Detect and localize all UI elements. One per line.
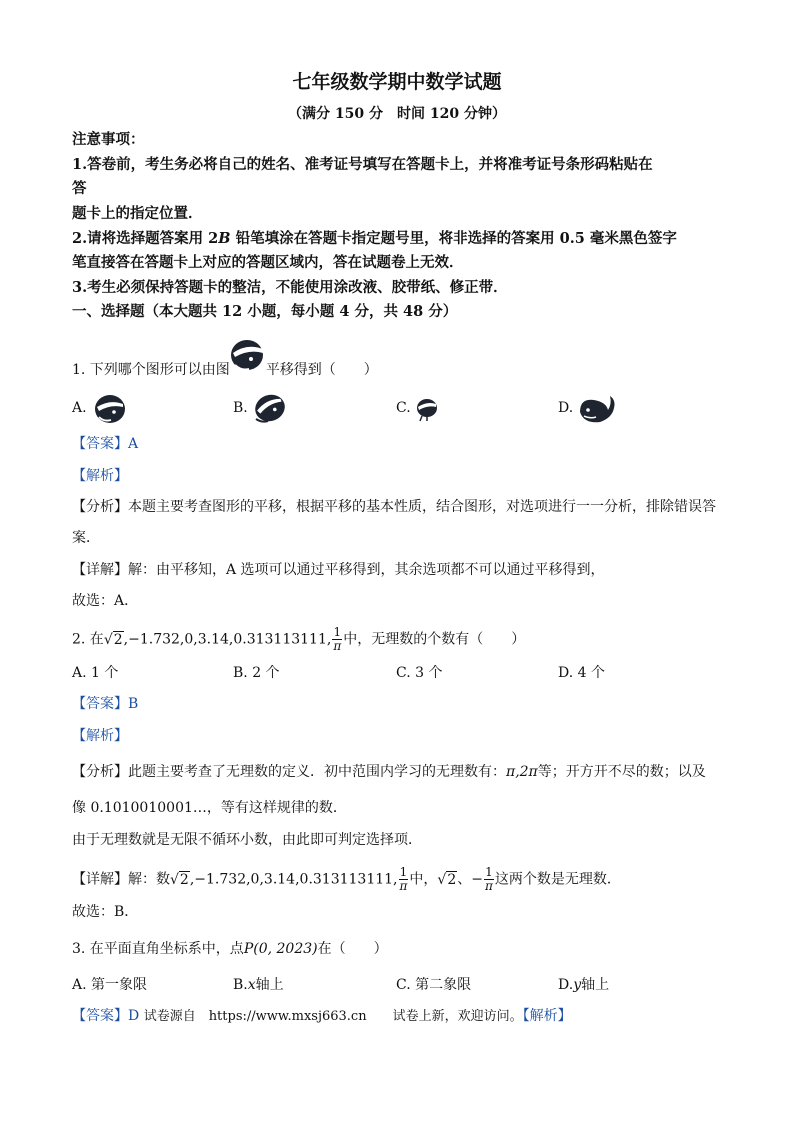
q2-detail-mid: 中， [409, 871, 438, 888]
q2-detail-post: 这两个数是无理数． [494, 871, 621, 888]
q2-stem-pre: 2. 在 [72, 631, 104, 648]
q2-answer: 【答案】B [72, 696, 139, 712]
page-title: 七年级数学期中数学试题 [292, 71, 502, 93]
q2-option-c: C. 3 个 [396, 665, 443, 681]
q1-analysis-line-2: 案． [72, 530, 100, 546]
q3-option-d: D.y轴上 [558, 977, 610, 993]
q2-conclusion: 故选：B． [72, 904, 139, 920]
q1-conclusion: 故选：A． [72, 593, 139, 609]
q2-analysis-line-1 [72, 762, 706, 782]
q2-detail-sqrt-2: √2 [437, 871, 457, 888]
q3-stem-post: 在（ ） [317, 941, 388, 957]
q1-option-d: D. [558, 400, 574, 416]
q2-stem [72, 626, 525, 653]
q3-option-c: C. 第二象限 [396, 977, 472, 993]
q2-analysis-math: π,2π [506, 764, 538, 780]
q3-answer: 【答案】D [72, 1008, 140, 1024]
q2-detail-sqrt-1: √2 [170, 871, 189, 888]
q3-option-a: A. 第一象限 [72, 977, 148, 993]
q1-option-a-whale-icon [92, 393, 128, 425]
notice-item-1a: 1.答卷前，考生务必将自己的姓名、准考证号填写在答题卡上，并将准考证号条形码粘贴在 [72, 156, 653, 173]
q1-option-c: C. [396, 400, 411, 416]
q1-analysis-heading: 【解析】 [72, 468, 128, 484]
q3-stem-point: P(0, 2023) [243, 941, 318, 957]
q1-option-d-whale-icon [576, 388, 618, 426]
q3-option-b: B.x轴上 [233, 977, 284, 993]
q3-stem-pre: 3. 在平面直角坐标系中，点 [72, 941, 244, 957]
notice-item-2a-post: 铅笔填涂在答题卡指定题号里，将非选择的答案用 0.5 毫米黑色签字 [230, 230, 677, 247]
q1-stem [72, 360, 378, 380]
q1-answer: 【答案】A [72, 436, 139, 452]
q2-option-b: B. 2 个 [233, 665, 280, 681]
q1-option-c-whale-icon [414, 396, 440, 422]
q1-stem-pre: 1. 下列哪个图形可以由图 [72, 362, 230, 378]
notice-item-3: 3.考生必须保持答题卡的整洁，不能使用涂改液、胶带纸、修正带． [72, 279, 508, 296]
q1-detail: 【详解】解：由平移知，A 选项可以通过平移得到，其余选项都不可以通过平移得到， [72, 562, 605, 578]
q2-stem-nums: ,−1.732,0,3.14,0.313113111, [123, 631, 332, 648]
q1-reference-whale-icon [229, 335, 267, 375]
notice-item-2a-pre: 2.请将选择题答案用 2 [72, 230, 219, 247]
q2-detail-fraction-2: $\frac{1}{\pi}$ [484, 865, 493, 893]
q2-option-a: A. 1 个 [72, 665, 119, 681]
q2-option-d: D. 4 个 [558, 665, 605, 681]
q3-analysis-heading: 【解析】 [522, 1008, 572, 1024]
q2-stem-fraction: $\frac{1}{\pi}$ [333, 625, 342, 653]
notice-item-2b: 笔直接答在答题卡上对应的答题区域内，答在试题卷上无效． [72, 254, 464, 271]
q2-analysis-heading: 【解析】 [72, 728, 128, 744]
q1-analysis-line-1: 【分析】本题主要考查图形的平移，根据平移的基本性质，结合图形，对选项进行一一分析，排除错误答 [72, 499, 716, 515]
q1-stem-post: 平移得到（ ） [265, 362, 378, 378]
q3-answer-line [72, 1006, 572, 1027]
notice-item-2a [72, 229, 677, 249]
source-footer-note: 试卷源自 https://www.mxsj663.cn 试卷上新，欢迎访问。 [143, 1009, 523, 1024]
q1-option-b-whale-icon [252, 391, 288, 425]
q2-analysis-post: 等；开方开不尽的数；以及 [537, 764, 706, 780]
q2-stem-post: 中，无理数的个数有（ ） [343, 631, 526, 648]
section-1-heading: 一、选择题（本大题共 12 小题，每小题 4 分，共 48 分） [72, 303, 458, 320]
q2-analysis-line-2: 像 0.1010010001…，等有这样规律的数． [72, 800, 347, 816]
q2-detail-sep: 、 [457, 871, 472, 888]
q2-detail-nums: ,−1.732,0,3.14,0.313113111, [189, 871, 398, 888]
page-subtitle: （满分 150 分 时间 120 分钟） [288, 106, 506, 122]
notice-heading: 注意事项： [72, 131, 145, 148]
q1-option-a: A. [72, 400, 87, 416]
notice-item-1b: 答 [72, 180, 87, 197]
q2-analysis-pre: 【分析】此题主要考查了无理数的定义．初中范围内学习的无理数有： [72, 764, 506, 780]
q2-analysis-line-3: 由于无理数就是无限不循环小数，由此即可判定选择项． [72, 832, 422, 848]
q2-stem-sqrt: √2 [103, 631, 123, 648]
notice-item-1c: 题卡上的指定位置． [72, 205, 203, 222]
q2-detail: 【详解】解：数√2,−1.732,0,3.14,0.313113111, $\frac{1}{\pi}$ 中，√2、− $\frac{1}{\pi}$ 这两个数是无理数． [72, 865, 621, 893]
q1-option-b: B. [233, 400, 248, 416]
q2-detail-fraction-1: $\frac{1}{\pi}$ [399, 865, 408, 893]
notice-item-2a-var: B [218, 230, 231, 247]
q3-stem [72, 939, 388, 959]
q2-detail-pre: 【详解】解：数 [72, 871, 170, 888]
